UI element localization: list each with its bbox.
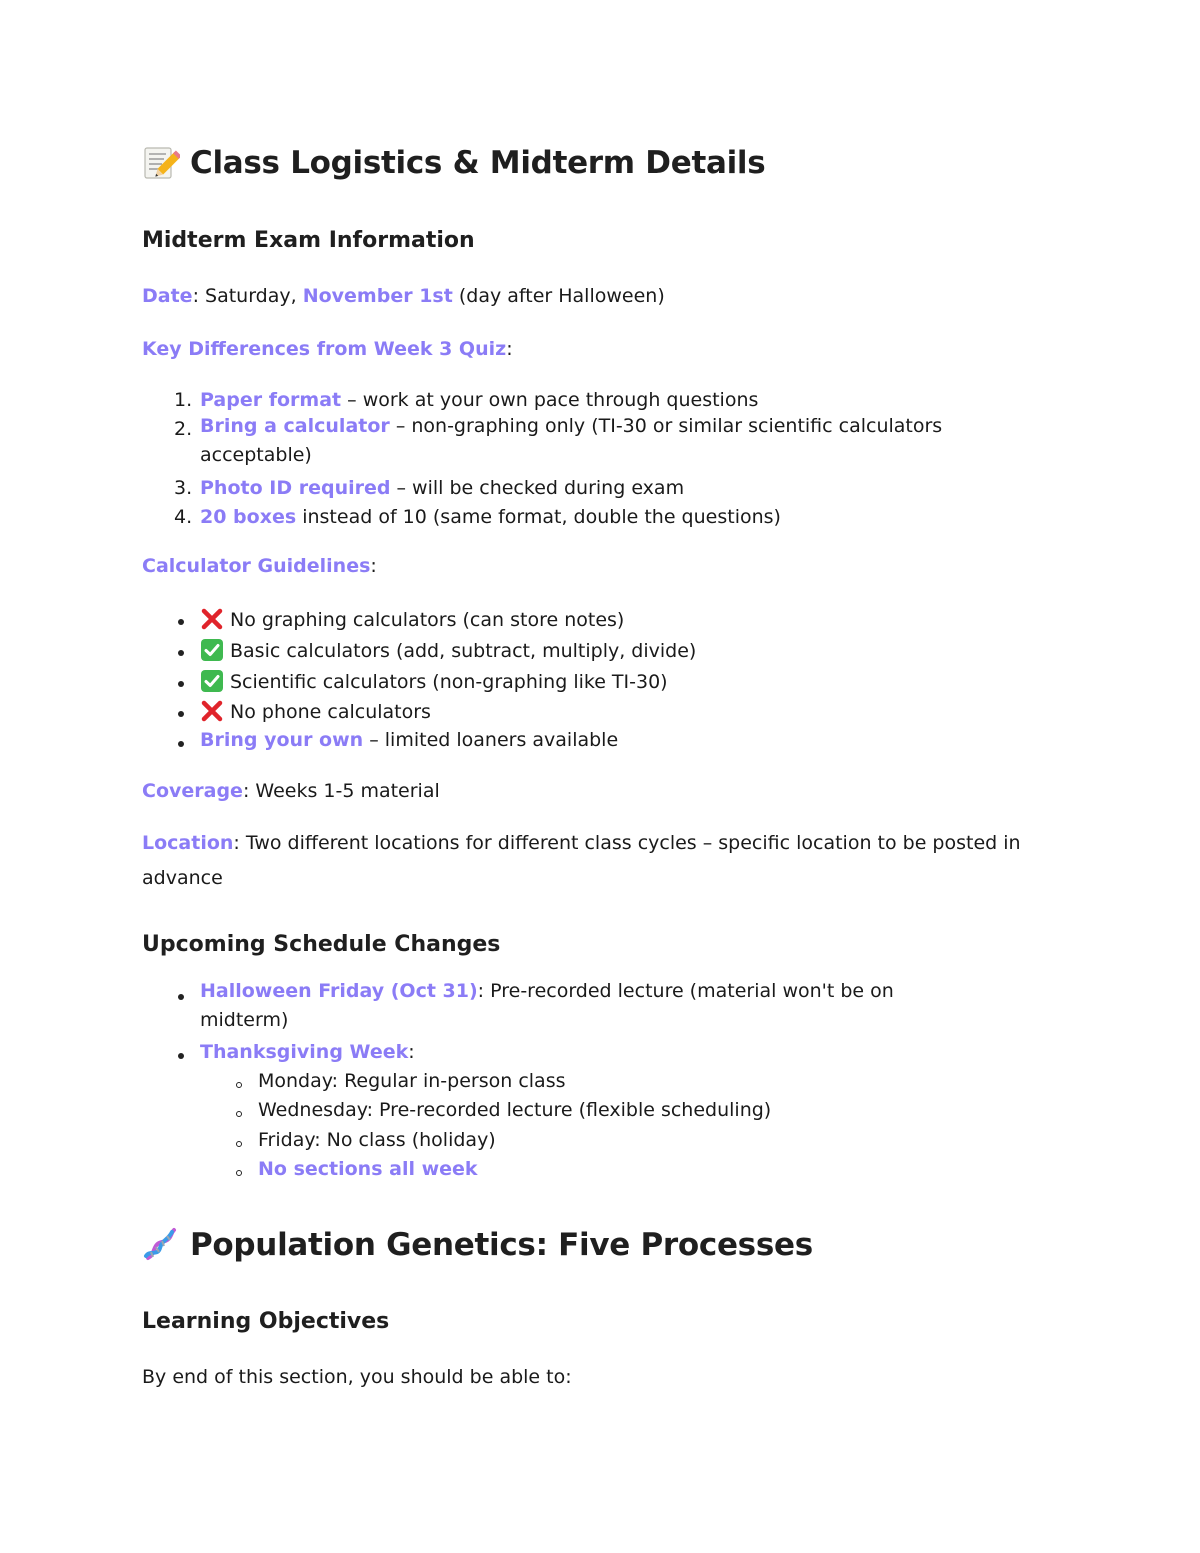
location-text: : Two different locations for different class cycles – specific location to be posted in advance (142, 832, 1021, 889)
difference-text: – non-graphing only (TI-30 or similar scientific calculators acceptable) (200, 415, 943, 466)
bullet-dot (178, 994, 184, 1000)
key-differences-colon: : (506, 338, 513, 360)
key-differences-label: Key Differences from Week 3 Quiz (142, 338, 507, 360)
bullet-dot (178, 619, 184, 625)
coverage-text: : Weeks 1-5 material (242, 780, 440, 802)
no-sections-highlight: No sections all week (258, 1158, 478, 1180)
coverage-label: Coverage (142, 780, 243, 802)
date-label: Date (142, 285, 193, 307)
list-number: 2. (174, 418, 193, 440)
list-item (200, 1041, 415, 1063)
location-label: Location (142, 832, 234, 854)
dna-icon (142, 1226, 180, 1264)
thanksgiving-colon: : (408, 1041, 415, 1063)
location-line (142, 826, 1062, 896)
objectives-intro: By end of this section, you should be able to: (142, 1366, 572, 1388)
difference-text: instead of 10 (same format, double the questions) (296, 506, 781, 528)
list-item (200, 477, 684, 499)
check-mark-icon (200, 669, 224, 693)
key-differences-line (142, 338, 513, 360)
sub-list-item: Wednesday: Pre-recorded lecture (flexible scheduling) (258, 1099, 772, 1121)
sub-bullet-circle (236, 1141, 242, 1147)
calculator-rule-text: No phone calculators (230, 701, 431, 723)
midterm-heading: Midterm Exam Information (142, 228, 475, 253)
section-title-text: Class Logistics & Midterm Details (190, 145, 766, 181)
sub-bullet-circle (236, 1170, 242, 1176)
list-item (200, 669, 668, 693)
cross-mark-icon (200, 699, 224, 723)
calculator-guidelines-line (142, 555, 377, 577)
list-item (200, 607, 624, 631)
learning-objectives-heading: Learning Objectives (142, 1309, 390, 1334)
bullet-dot (178, 650, 184, 656)
date-text-1: : Saturday, (192, 285, 303, 307)
difference-highlight: 20 boxes (200, 506, 297, 528)
memo-pencil-icon (142, 144, 180, 182)
section-title-population-genetics (142, 1226, 813, 1264)
check-mark-icon (200, 638, 224, 662)
list-number: 3. (174, 477, 193, 499)
list-item (200, 699, 431, 723)
cross-mark-icon (200, 607, 224, 631)
halloween-highlight: Halloween Friday (Oct 31) (200, 980, 478, 1002)
sub-list-item (258, 1158, 478, 1180)
section-title-logistics (142, 144, 765, 182)
section-title-text: Population Genetics: Five Processes (190, 1227, 813, 1263)
bullet-dot (178, 711, 184, 717)
difference-text: – will be checked during exam (390, 477, 685, 499)
calculator-guidelines-label: Calculator Guidelines (142, 555, 371, 577)
bring-your-own-highlight: Bring your own (200, 729, 364, 751)
calculator-rule-text: Basic calculators (add, subtract, multiply, divide) (230, 640, 697, 662)
schedule-heading: Upcoming Schedule Changes (142, 932, 501, 957)
list-item (200, 412, 1000, 470)
list-item (200, 389, 758, 411)
coverage-line (142, 780, 440, 802)
list-item (200, 729, 618, 751)
date-line (142, 285, 665, 307)
date-highlight: November 1st (302, 285, 453, 307)
sub-bullet-circle (236, 1082, 242, 1088)
list-number: 1. (174, 389, 193, 411)
sub-list-item: Friday: No class (holiday) (258, 1129, 496, 1151)
sub-list-item: Monday: Regular in-person class (258, 1070, 566, 1092)
difference-highlight: Photo ID required (200, 477, 391, 499)
calculator-guidelines-colon: : (370, 555, 377, 577)
difference-highlight: Paper format (200, 389, 342, 411)
bullet-dot (178, 741, 184, 747)
difference-text: – work at your own pace through questions (341, 389, 759, 411)
thanksgiving-highlight: Thanksgiving Week (200, 1041, 409, 1063)
date-text-2: (day after Halloween) (452, 285, 665, 307)
list-number: 4. (174, 506, 193, 528)
bullet-dot (178, 681, 184, 687)
difference-highlight: Bring a calculator (200, 415, 390, 437)
halloween-text: : Pre-recorded lecture (material won't be on midterm) (200, 980, 894, 1031)
bring-your-own-text: – limited loaners available (363, 729, 619, 751)
list-item (200, 977, 940, 1035)
calculator-rule-text: No graphing calculators (can store notes) (230, 609, 625, 631)
list-item (200, 506, 781, 528)
list-item (200, 638, 696, 662)
bullet-dot (178, 1053, 184, 1059)
sub-bullet-circle (236, 1111, 242, 1117)
calculator-rule-text: Scientific calculators (non-graphing like TI-30) (230, 671, 668, 693)
